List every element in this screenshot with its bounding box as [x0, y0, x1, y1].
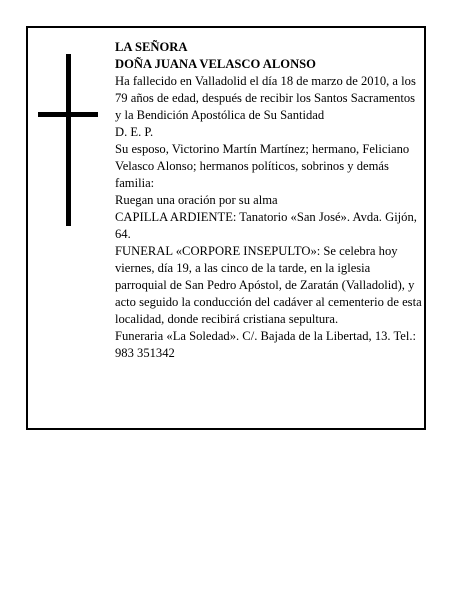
death-announcement: Ha fallecido en Valladolid el día 18 de marzo de 2010, a los 79 años de edad, después de recibir los Santos Sacramentos y la Bendición Apostólica de Su Santidad — [115, 74, 416, 122]
obituary-notice — [26, 26, 426, 430]
notice-text — [115, 39, 423, 362]
deceased-name: DOÑA JUANA VELASCO ALONSO — [115, 57, 316, 71]
dep-line: D. E. P. — [115, 125, 154, 139]
family-list: Su esposo, Victorino Martín Martínez; hermano, Feliciano Velasco Alonso; hermanos políticos, sobrinos y demás familia: — [115, 142, 410, 190]
chapel-info: CAPILLA ARDIENTE: Tanatorio «San José». Avda. Gijón, 64. — [115, 210, 417, 241]
latin-cross-icon — [38, 54, 98, 226]
cross-horizontal-bar — [38, 112, 98, 117]
notice-title: LA SEÑORA — [115, 40, 188, 54]
funeral-home-info: Funeraria «La Soledad». C/. Bajada de la Libertad, 13. Tel.: 983 351342 — [115, 329, 417, 360]
prayer-request: Ruegan una oración por su alma — [115, 193, 278, 207]
funeral-info: FUNERAL «CORPORE INSEPULTO»: Se celebra hoy viernes, día 19, a las cinco de la tarde, en la iglesia parroquial de San Pedro Apóstol, de Zaratán (Valladolid), y acto seguido la conducción del cadáver al cementerio de esta localidad, donde recibirá cristiana sepultura. — [115, 244, 422, 326]
cross-vertical-bar — [66, 54, 71, 226]
